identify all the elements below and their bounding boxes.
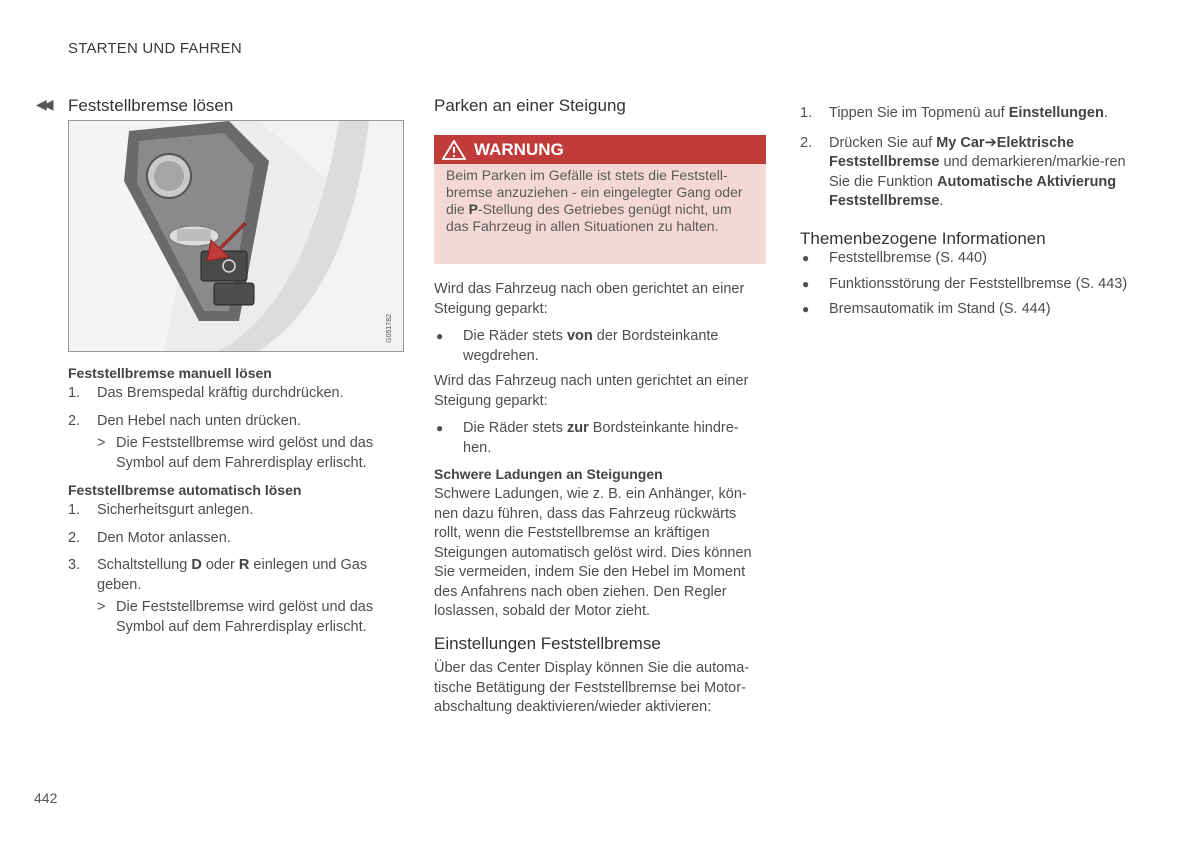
section-title-parking-brake-release: Feststellbremse lösen xyxy=(68,96,234,115)
double-left-chevron-icon[interactable]: ◀◀ xyxy=(36,96,50,112)
list-item: 1. Das Bremspedal kräftig durchdrücken. xyxy=(68,385,344,401)
list-item: 3. Schaltstellung D oder R einlegen und Gas geben. xyxy=(68,557,368,593)
related-link[interactable]: ● Bremsautomatik im Stand (S. 444) xyxy=(802,301,1051,317)
list-item: 2. Drücken Sie auf My Car➔Elektrische Feststellbremse und demarkieren/markie-ren Sie die Funktion Automatische Aktivierung Feststellbremse. xyxy=(800,134,1126,209)
list-item: ● Die Räder stets von der Bordsteinkante wegdrehen. xyxy=(436,328,719,364)
figure-code: G051782 xyxy=(386,314,393,343)
manual-release-steps xyxy=(68,384,398,473)
page-number: 442 xyxy=(34,790,58,806)
console-drawing xyxy=(69,121,403,351)
warning-banner xyxy=(434,135,766,164)
auto-release-heading: Feststellbremse automatisch lösen xyxy=(68,482,302,498)
manual-release-heading: Feststellbremse manuell lösen xyxy=(68,365,272,381)
list-item: 1. Sicherheitsgurt anlegen. xyxy=(68,502,254,518)
list-item: 1. Tippen Sie im Topmenü auf Einstellungen. xyxy=(800,105,1108,121)
warning-box xyxy=(434,164,766,264)
warning-text: Beim Parken im Gefälle ist stets die Feststell-bremse anzuziehen - ein eingelegter Gang oder die P-Stellung des Getriebes genügt nicht, um das Fahrzeug in allen Situationen zu halten. xyxy=(446,167,743,234)
downhill-text: Wird das Fahrzeug nach unten gerichtet an einer Steigung geparkt: xyxy=(434,373,749,409)
related-info-list xyxy=(800,249,1130,326)
uphill-text: Wird das Fahrzeug nach oben gerichtet an einer Steigung geparkt: xyxy=(434,281,745,317)
warning-triangle-icon xyxy=(442,140,466,160)
list-item: 2. Den Hebel nach unten drücken. xyxy=(68,412,301,429)
settings-heading: Einstellungen Feststellbremse xyxy=(434,634,661,653)
downhill-bullet xyxy=(434,419,764,464)
heavy-loads-text: Schwere Ladungen, wie z. B. ein Anhänger, kön-nen dazu führen, dass das Fahrzeug rückwärts rollt, wenn die Feststellbremse an kräftigen Steigungen automatisch gelöst wird. Dies können Sie vermeiden, indem Sie den Hebel im Moment des Anfahrens nach oben ziehen. Den Regler loslassen, sobald der Motor zieht. xyxy=(434,486,752,619)
auto-release-steps xyxy=(68,501,398,637)
settings-text: Über das Center Display können Sie die automa-tische Betätigung der Feststellbremse bei Motor-abschaltung deaktivieren/wieder aktivieren: xyxy=(434,660,750,715)
list-item: 2. Den Motor anlassen. xyxy=(68,529,231,546)
result-note: > Die Feststellbremse wird gelöst und das Symbol auf dem Fahrerdisplay erlischt. xyxy=(97,435,374,471)
related-link[interactable]: ● Feststellbremse (S. 440) xyxy=(802,250,987,266)
related-link[interactable]: ● Funktionsstörung der Feststellbremse (S. 443) xyxy=(802,275,1128,292)
result-note: > Die Feststellbremse wird gelöst und das Symbol auf dem Fahrerdisplay erlischt. xyxy=(97,599,374,635)
settings-steps xyxy=(800,104,1130,220)
parking-brake-illustration xyxy=(68,120,404,352)
related-info-heading: Themenbezogene Informationen xyxy=(800,229,1046,248)
list-item: ● Die Räder stets zur Bordsteinkante hindre-hen. xyxy=(436,420,739,456)
warning-label: WARNUNG xyxy=(474,140,564,159)
right-arrow-icon: ➔ xyxy=(984,134,997,151)
section-header: STARTEN UND FAHREN xyxy=(68,40,242,57)
section-title-parking-on-slope: Parken an einer Steigung xyxy=(434,96,626,115)
heavy-loads-heading: Schwere Ladungen an Steigungen xyxy=(434,466,663,482)
settings-link: Einstellungen xyxy=(1008,105,1104,121)
uphill-bullet xyxy=(434,327,764,372)
